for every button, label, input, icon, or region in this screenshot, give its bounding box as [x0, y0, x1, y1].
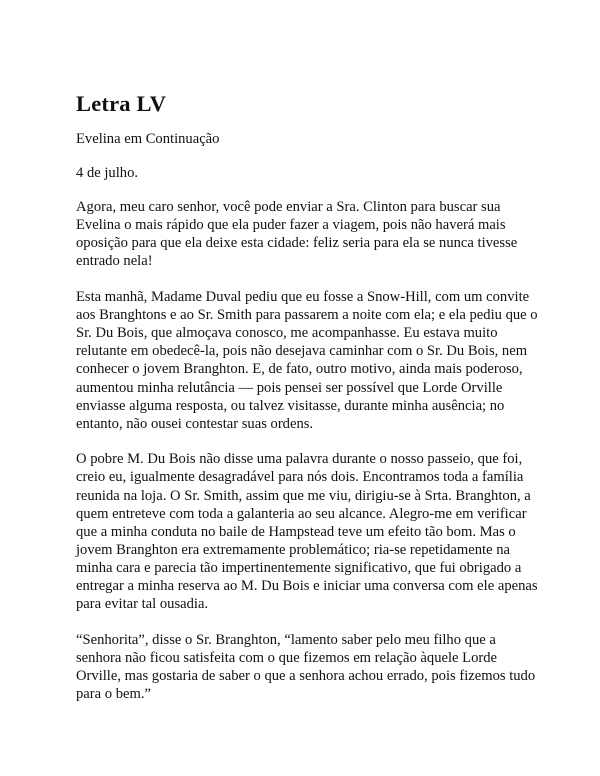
- chapter-title: Letra LV: [76, 91, 167, 116]
- paragraph-3: O pobre M. Du Bois não disse uma palavra durante o nosso passeio, que foi, creio eu, igualmente desagradável para nós dois. Encontramos toda a família reunida na loja. O Sr. Smith, assim que me viu, dirigiu-se à Srta. Branghton, a quem entreteve com toda a galanteria ao seu alcance. Alegro-me em verificar que a minha conduta no baile de Hampstead teve um efeito tão bom. Mas o jovem Branghton era extremamente problemático; ria-se repetidamente na minha cara e parecia tão impertinentemente significativo, que fui obrigado a entregar a minha reserva ao M. Du Bois e iniciar uma conversa com ele apenas para evitar tal ousadia.: [76, 451, 538, 613]
- paragraph-2: Esta manhã, Madame Duval pediu que eu fosse a Snow-Hill, com um convite aos Branghtons e ao Sr. Smith para passarem a noite com ela; e ela pediu que o Sr. Du Bois, que almoçava conosco, me acompanhasse. Eu estava muito relutante em obedecê-la, pois não desejava caminhar com o Sr. Du Bois, nem conhecer o jovem Branghton. E, de fato, outro motivo, ainda mais poderoso, aumentou minha relutância — pois pensei ser possível que Lorde Orville enviasse alguma resposta, ou talvez visitasse, durante minha ausência; no entanto, não ousei contestar suas ordens.: [76, 289, 538, 432]
- document-page: [76, 90, 538, 721]
- chapter-subtitle: Evelina em Continuação: [76, 131, 220, 147]
- paragraph-1: Agora, meu caro senhor, você pode enviar a Sra. Clinton para buscar sua Evelina o mais rápido que ela puder fazer a viagem, pois não haverá mais oposição para que ela deixe esta cidade: feliz seria para ela se nunca tivesse entrado nela!: [76, 199, 518, 270]
- letter-date: 4 de julho.: [76, 165, 139, 182]
- paragraph-4: “Senhorita”, disse o Sr. Branghton, “lamento saber pelo meu filho que a senhora não ficou satisfeita com o que fizemos em relação àquele Lorde Orville, mas gostaria de saber o que a senhora achou errado, pois fizemos tudo para o bem.”: [76, 631, 536, 702]
